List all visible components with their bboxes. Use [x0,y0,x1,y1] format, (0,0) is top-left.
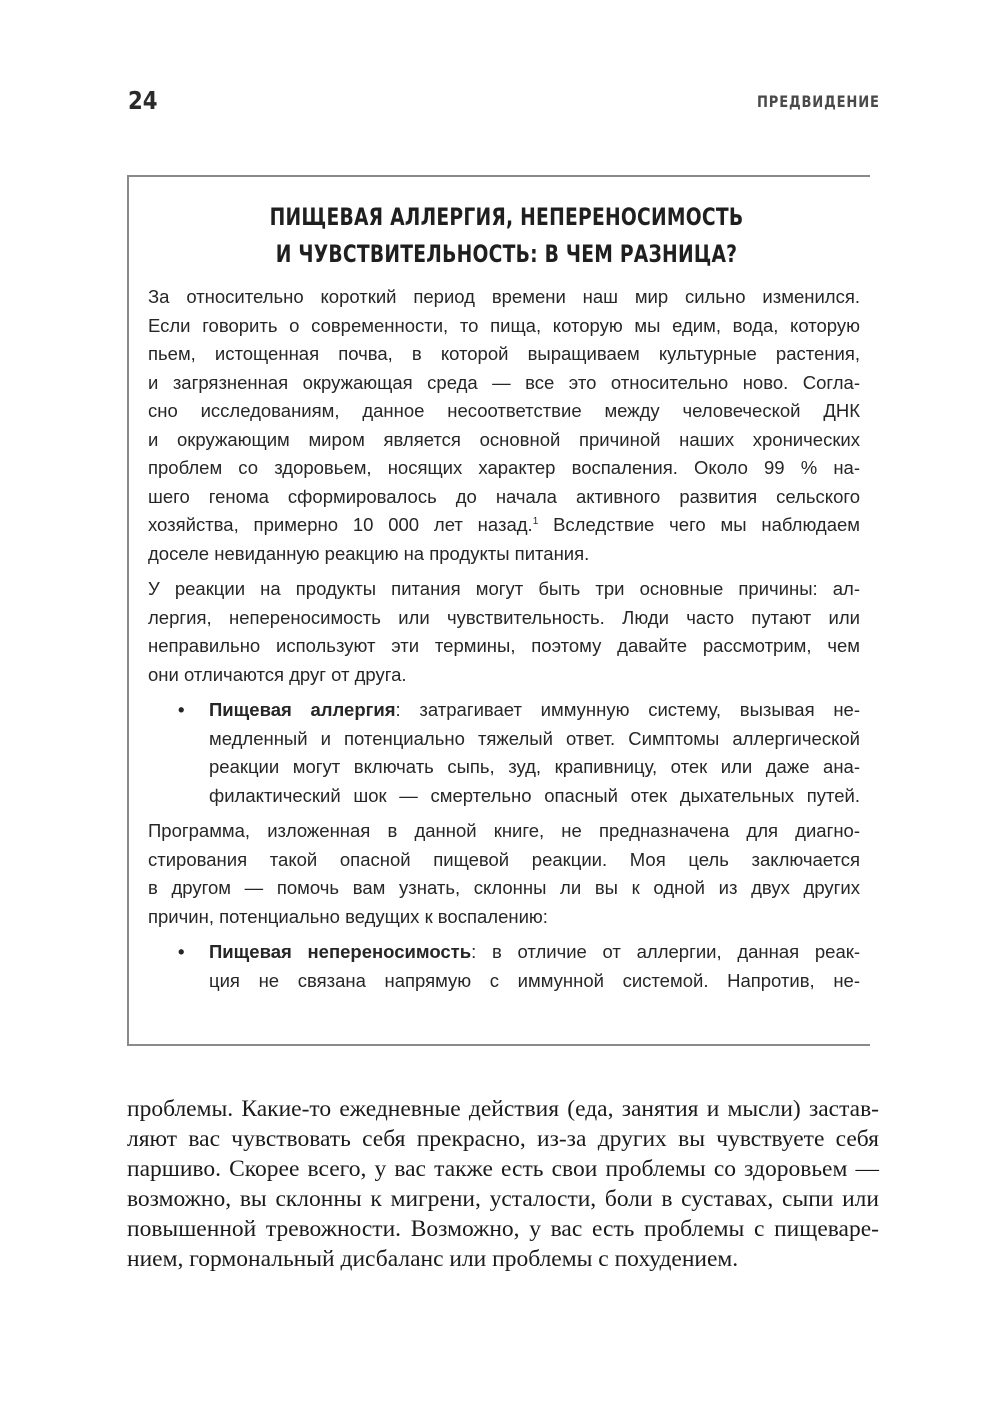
bullet-glyph: • [178,699,185,720]
text-line: У реакции на продукты питания могут быть три основные причины: ал- [148,578,860,599]
text-line: Если говорить о современности, то пища, которую мы едим, вода, которую [148,314,860,336]
text-line: возможно, вы склонны к мигрени, усталости, боли в суставах, сыпи или [127,1186,879,1212]
sidebar-paragraph [148,283,860,568]
text-fragment: : в отличие от аллергии, данная реак- [471,941,860,962]
text-line [209,938,860,967]
text-line: лергия, непереносимость или чувствительность. Люди часто путают или [148,606,860,628]
text-fragment: Вследствие чего мы наблюдаем [538,514,861,535]
text-line: ляют вас чувствовать себя прекрасно, из-за других вы чувствуете себя [127,1126,879,1152]
sidebar-body [148,283,860,1002]
sidebar-paragraph [148,817,860,931]
text-fragment: : затрагивает иммунную систему, вызывая не- [395,699,861,720]
text-line: реакции могут включать сыпь, зуд, крапивницу, отек или даже ана- [209,756,860,777]
text-line-with-footnote [148,511,860,540]
sidebar-paragraph [148,575,860,689]
sidebar-title-line: И ЧУВСТВИТЕЛЬНОСТЬ: В ЧЕМ РАЗНИЦА? [275,240,738,268]
sidebar-title-line: ПИЩЕВАЯ АЛЛЕРГИЯ, НЕПЕРЕНОСИМОСТЬ [269,203,744,231]
text-fragment: хозяйства, примерно 10 000 лет назад. [148,514,533,535]
text-line: доселе невиданную реакцию на продукты питания. [148,542,590,564]
text-line: они отличаются друг от друга. [148,663,407,685]
page-number: 24 [128,86,158,115]
main-text [127,1094,879,1274]
text-line: пьем, истощенная почва, в которой выращиваем культурные растения, [148,343,860,364]
text-line: шего генома сформировалось до начала активного развития сельского [148,485,860,507]
text-line [209,696,860,725]
text-line: медленный и потенциально тяжелый ответ. Симптомы аллергической [209,727,860,749]
bullet-term: Пищевая непереносимость [209,941,472,962]
text-line: повышенной тревожности. Возможно, у вас есть проблемы с пищеваре- [127,1216,879,1242]
bullet-item-food-intolerance [148,938,860,995]
bullet-glyph: • [178,941,185,962]
text-line: сно исследованиям, данное несоответствие между человеческой ДНК [148,400,860,421]
text-line: и загрязненная окружающая среда — все это относительно ново. Согла- [148,371,860,393]
text-line: нием, гормональный дисбаланс или проблемы с похудением. [127,1246,739,1272]
sidebar-title [129,199,884,273]
text-line: причин, потенциально ведущих к воспалению: [148,905,548,927]
footnote-mark[interactable]: 1 [532,515,539,527]
text-line: проблемы. Какие-то ежедневные действия (еда, занятия и мысли) застав- [127,1096,879,1122]
text-line: проблем со здоровьем, носящих характер воспаления. Около 99 % на- [148,457,860,478]
text-line: паршиво. Скорее всего, у вас также есть свои проблемы со здоровьем — [127,1156,879,1182]
text-line: и окружающим миром является основной причиной наших хронических [148,428,860,450]
running-head: ПРЕДВИДЕНИЕ [757,92,880,111]
sidebar-box [127,175,870,1046]
text-line: Программа, изложенная в данной книге, не предназначена для диагно- [148,820,860,841]
text-line: филактический шок — смертельно опасный отек дыхательных путей. [209,784,860,806]
text-line: неправильно используют эти термины, поэтому давайте рассмотрим, чем [148,635,860,656]
text-line: в другом — помочь вам узнать, склонны ли вы к одной из двух других [148,877,860,898]
text-line: За относительно короткий период времени наш мир сильно изменился. [148,286,860,307]
bullet-term: Пищевая аллергия [209,699,396,720]
text-line: ция не связана напрямую с иммунной системой. Напротив, не- [209,969,860,991]
bullet-item-food-allergy [148,696,860,810]
text-line: стирования такой опасной пищевой реакции. Моя цель заключается [148,848,860,870]
